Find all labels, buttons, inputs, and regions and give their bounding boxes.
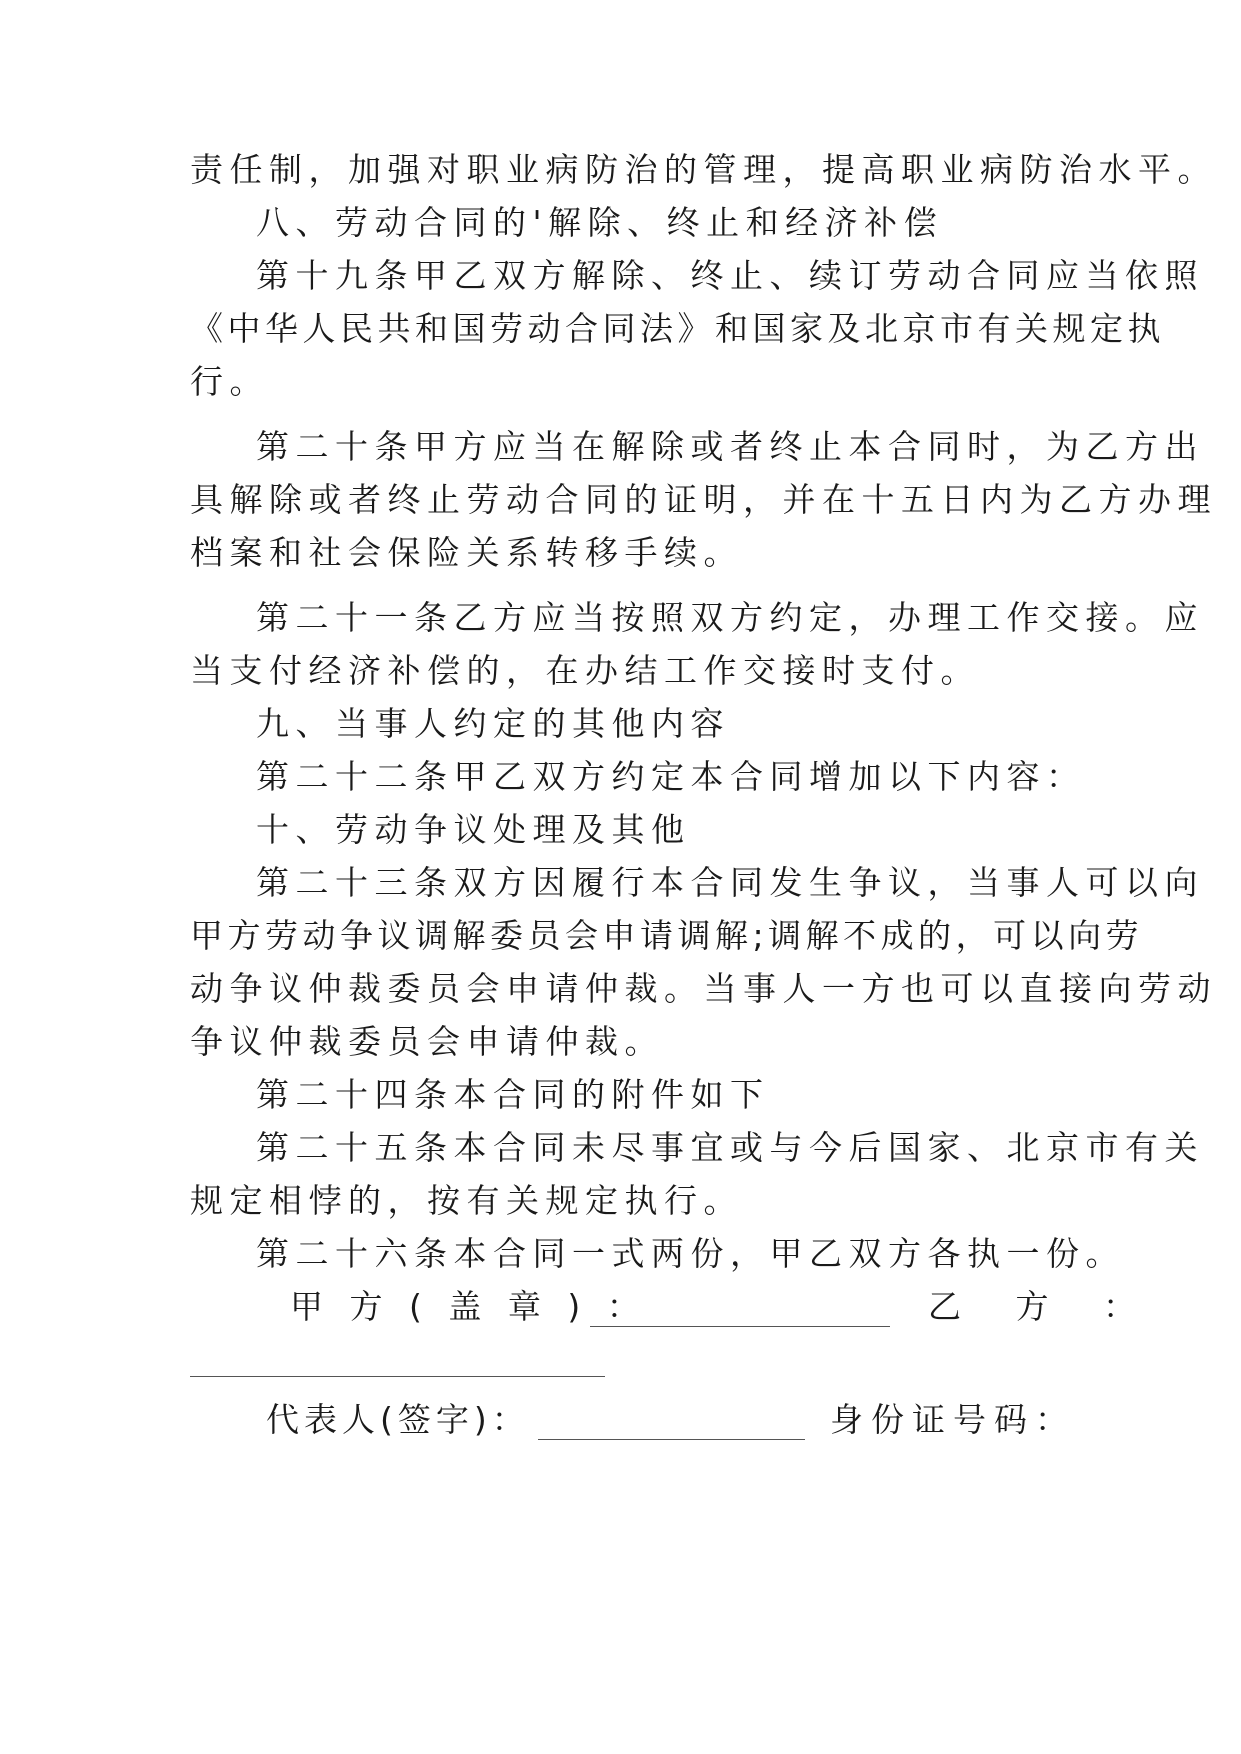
party-a-seal-blank bbox=[590, 1326, 890, 1327]
representative-blank bbox=[538, 1439, 805, 1440]
paragraph-line: 动争议仲裁委员会申请仲裁。当事人一方也可以直接向劳动 bbox=[190, 969, 1217, 1008]
paragraph-line: 责任制，加强对职业病防治的管理，提高职业病防治水平。 bbox=[190, 150, 1217, 189]
paragraph-line: 争议仲裁委员会申请仲裁。 bbox=[190, 1022, 664, 1061]
party-b-blank bbox=[190, 1376, 605, 1377]
paragraph-line: 甲方劳动争议调解委员会申请调解;调解不成的，可以向劳 bbox=[190, 916, 1144, 955]
party-b-label: 乙 方 ： bbox=[928, 1287, 1158, 1326]
representative-label: 代表人(签字)： bbox=[266, 1400, 530, 1439]
section-heading: 十、劳动争议处理及其他 bbox=[256, 810, 691, 849]
paragraph-line: 第二十五条本合同未尽事宜或与今后国家、北京市有关 bbox=[256, 1128, 1204, 1167]
paragraph-line: 当支付经济补偿的，在办结工作交接时支付。 bbox=[190, 651, 980, 690]
section-heading: 八、劳动合同的'解除、终止和经济补偿 bbox=[256, 203, 944, 242]
section-heading: 九、当事人约定的其他内容 bbox=[256, 704, 730, 743]
paragraph-line: 具解除或者终止劳动合同的证明，并在十五日内为乙方办理 bbox=[190, 480, 1217, 519]
paragraph-line: 第十九条甲乙双方解除、终止、续订劳动合同应当依照 bbox=[256, 256, 1204, 295]
paragraph-line: 第二十四条本合同的附件如下 bbox=[256, 1075, 770, 1114]
paragraph-line: 行。 bbox=[190, 362, 269, 401]
party-a-seal-label: 甲 方 ( 盖 章 ) ： bbox=[290, 1287, 648, 1326]
id-number-label: 身份证号码： bbox=[830, 1400, 1076, 1439]
paragraph-line: 第二十二条甲乙双方约定本合同增加以下内容： bbox=[256, 757, 1086, 796]
paragraph-line: 第二十三条双方因履行本合同发生争议，当事人可以向 bbox=[256, 863, 1204, 902]
paragraph-line: 第二十一条乙方应当按照双方约定，办理工作交接。应 bbox=[256, 598, 1204, 637]
paragraph-line: 第二十条甲方应当在解除或者终止本合同时，为乙方出 bbox=[256, 427, 1204, 466]
paragraph-line: 规定相悖的，按有关规定执行。 bbox=[190, 1181, 743, 1220]
paragraph-line: 档案和社会保险关系转移手续。 bbox=[190, 533, 743, 572]
paragraph-line: 《中华人民共和国劳动合同法》和国家及北京市有关规定执 bbox=[190, 309, 1165, 348]
paragraph-line: 第二十六条本合同一式两份，甲乙双方各执一份。 bbox=[256, 1234, 1125, 1273]
